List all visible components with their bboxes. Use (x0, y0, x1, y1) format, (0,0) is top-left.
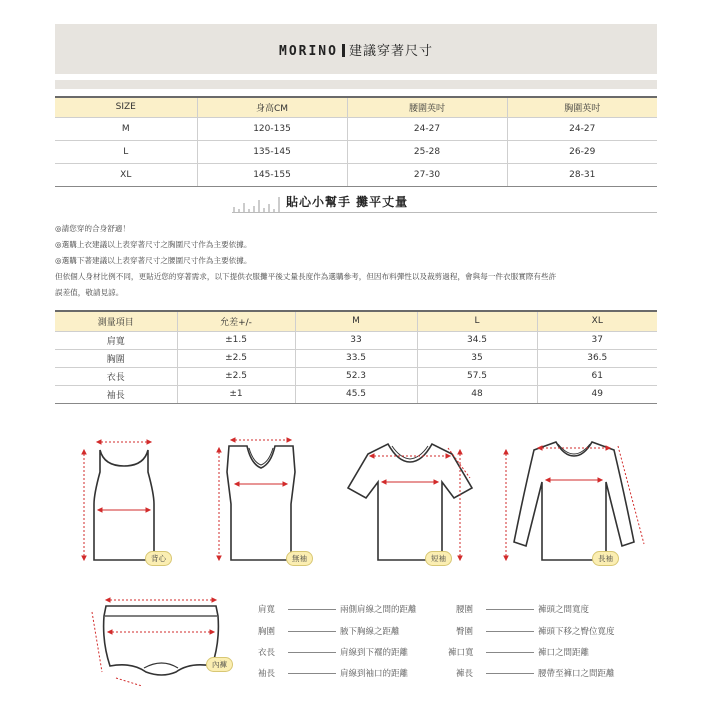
table-cell: 33 (295, 331, 417, 349)
legend-item (258, 625, 458, 637)
notes-block (55, 221, 660, 301)
garment-tag-tee: 短袖 (425, 551, 452, 566)
table-cell: 27-30 (347, 163, 507, 186)
table-cell: 33.5 (295, 349, 417, 367)
table-cell: 35 (417, 349, 537, 367)
table-cell: 52.3 (295, 367, 417, 385)
measure-header-cell: 允差+/- (177, 311, 295, 331)
garment-tag-longsleeve: 長袖 (592, 551, 619, 566)
table-cell: 24-27 (347, 117, 507, 140)
legend-desc: 褲頭之間寬度 (538, 605, 590, 615)
legend-term: 褲口寬 (448, 648, 474, 658)
legend-item (456, 603, 656, 615)
table-cell: ±2.5 (177, 367, 295, 385)
legend-term: 袖長 (258, 669, 276, 679)
legend-term: 腰圍 (456, 605, 474, 615)
table-row (55, 385, 657, 403)
garment-tag-briefs: 內褲 (206, 657, 233, 672)
garment-tag-tank: 背心 (145, 551, 172, 566)
legend-item (448, 646, 656, 658)
legend-line (288, 631, 336, 632)
legend-desc: 褲口之間距離 (538, 648, 590, 658)
size-header-cell: SIZE (55, 97, 197, 117)
table-cell: ±2.5 (177, 349, 295, 367)
title-banner (55, 24, 657, 74)
size-header-cell: 胸圍英吋 (507, 97, 657, 117)
garment-tag-vest: 無袖 (286, 551, 313, 566)
table-cell: 145-155 (197, 163, 347, 186)
legend-desc: 肩線到袖口的距離 (340, 669, 409, 679)
note-line: 誤差值，敬請見諒。 (55, 288, 124, 297)
measurement-table (55, 310, 657, 404)
legend-term: 衣長 (258, 648, 276, 658)
measurement-legend (258, 603, 658, 683)
banner-heading: 建議穿著尺寸 (348, 44, 433, 59)
banner-underline (55, 80, 657, 89)
legend-term: 臀圍 (456, 627, 474, 637)
table-cell: 135-145 (197, 140, 347, 163)
legend-line (288, 609, 336, 610)
ruler-ticks-icon (232, 194, 284, 212)
legend-desc: 腰帶至褲口之間距離 (538, 669, 615, 679)
legend-line (486, 631, 534, 632)
table-cell: 34.5 (417, 331, 537, 349)
measure-header-cell: XL (537, 311, 657, 331)
table-cell: 26-29 (507, 140, 657, 163)
legend-item (456, 667, 658, 679)
note-line: ◎選購下著建議以上表穿著尺寸之腰圍尺寸作為主要依據。 (55, 256, 252, 265)
table-row (55, 331, 657, 349)
banner-title (55, 40, 657, 59)
table-cell: 48 (417, 385, 537, 403)
legend-item (258, 646, 458, 658)
table-cell: 25-28 (347, 140, 507, 163)
table-row (55, 163, 657, 186)
table-cell: 120-135 (197, 117, 347, 140)
tips-heading (232, 191, 657, 213)
table-cell: ±1 (177, 385, 295, 403)
table-row (55, 140, 657, 163)
table-cell: 衣長 (55, 367, 177, 385)
legend-item (456, 625, 656, 637)
note-line: 但依個人身材比例不同，更貼近您的穿著需求，以下提供衣服攤平後丈量長度作為選購參考，但因布料彈性以及裁剪過程，會與每一件衣服實際有些許 (55, 272, 557, 281)
brand-logo: MORINO (279, 44, 338, 59)
table-cell: 24-27 (507, 117, 657, 140)
legend-line (486, 673, 534, 674)
size-table-header (55, 97, 657, 117)
legend-line (486, 609, 534, 610)
table-cell: 45.5 (295, 385, 417, 403)
legend-line (486, 652, 534, 653)
table-row (55, 117, 657, 140)
legend-item (258, 667, 458, 679)
legend-desc: 兩側肩線之間的距離 (340, 605, 417, 615)
table-cell: 57.5 (417, 367, 537, 385)
table-cell: ±1.5 (177, 331, 295, 349)
title-divider (342, 44, 345, 57)
table-cell: 胸圍 (55, 349, 177, 367)
legend-item (258, 603, 458, 615)
size-header-cell: 腰圍英吋 (347, 97, 507, 117)
briefs-icon (80, 592, 240, 692)
legend-line (288, 673, 336, 674)
table-cell: 37 (537, 331, 657, 349)
measure-header-cell: L (417, 311, 537, 331)
legend-line (288, 652, 336, 653)
table-cell: L (55, 140, 197, 163)
note-line: ◎請您穿的合身舒適！ (55, 224, 130, 233)
measure-header-cell: M (295, 311, 417, 331)
legend-desc: 腋下胸線之距離 (340, 627, 400, 637)
size-table (55, 96, 657, 187)
measure-header-cell: 測量項目 (55, 311, 177, 331)
measurement-table-header (55, 311, 657, 331)
size-header-cell: 身高CM (197, 97, 347, 117)
legend-desc: 褲頭下移之臀位寬度 (538, 627, 615, 637)
legend-term: 胸圍 (258, 627, 276, 637)
table-cell: 36.5 (537, 349, 657, 367)
table-cell: 28-31 (507, 163, 657, 186)
table-cell: 49 (537, 385, 657, 403)
table-row (55, 367, 657, 385)
legend-term: 肩寬 (258, 605, 276, 615)
table-cell: M (55, 117, 197, 140)
table-cell: XL (55, 163, 197, 186)
table-cell: 61 (537, 367, 657, 385)
table-cell: 肩寬 (55, 331, 177, 349)
tips-rule (232, 212, 657, 213)
table-cell: 袖長 (55, 385, 177, 403)
tips-title: 貼心小幫手 攤平丈量 (286, 195, 409, 209)
note-line: ◎選購上衣建議以上表穿著尺寸之胸圍尺寸作為主要依據。 (55, 240, 252, 249)
long-sleeve-icon (498, 432, 648, 572)
table-row (55, 349, 657, 367)
legend-term: 褲長 (456, 669, 474, 679)
tshirt-icon (340, 432, 480, 572)
legend-desc: 肩線到下襬的距離 (340, 648, 409, 658)
